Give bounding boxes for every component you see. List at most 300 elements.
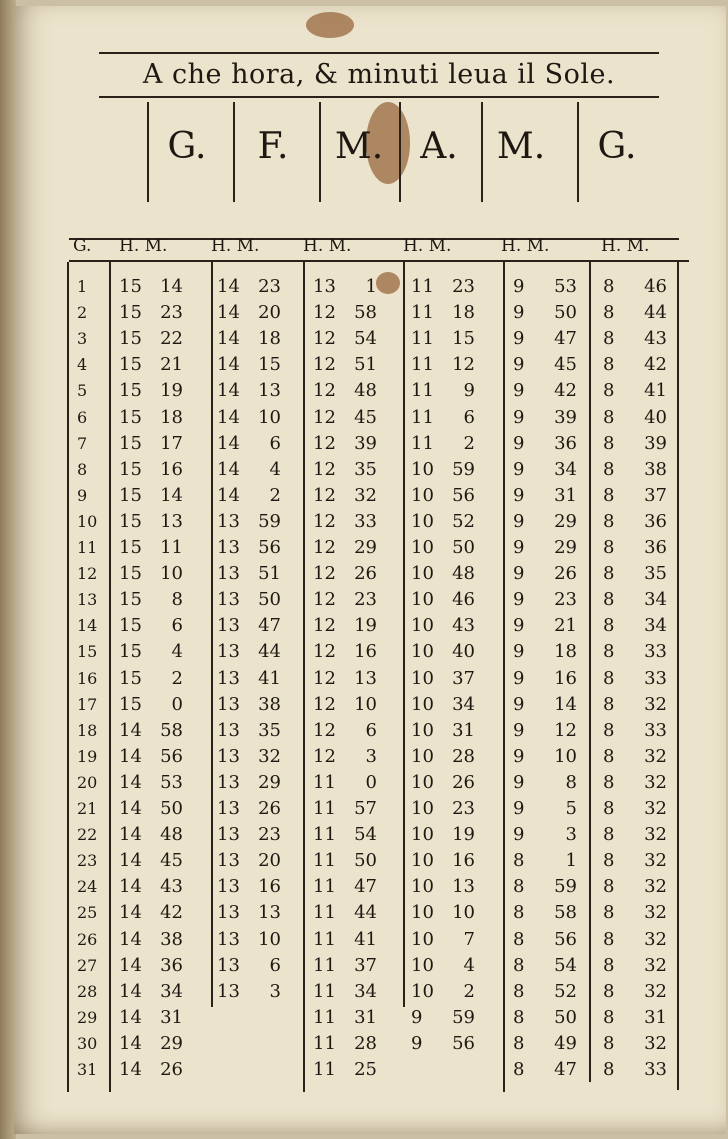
table-row xyxy=(69,561,689,587)
time-cell xyxy=(411,770,491,796)
time-cell xyxy=(313,744,393,770)
table-row xyxy=(69,666,689,692)
hour-value: 11 xyxy=(313,850,336,872)
minute-value: 56 xyxy=(452,484,475,506)
minute-value: 44 xyxy=(644,302,667,324)
hour-value: 8 xyxy=(603,432,615,454)
time-cell xyxy=(119,770,199,796)
time-cell xyxy=(411,587,491,613)
minute-value: 34 xyxy=(354,980,377,1002)
hour-value: 8 xyxy=(513,1059,525,1080)
hour-value: 14 xyxy=(119,1032,142,1054)
minute-value: 31 xyxy=(354,1006,377,1028)
time-cell xyxy=(217,1031,297,1057)
time-cell xyxy=(313,483,393,509)
minute-value: 47 xyxy=(554,1059,577,1080)
time-cell xyxy=(313,639,393,665)
time-cell xyxy=(119,874,199,900)
hour-value: 10 xyxy=(411,719,434,741)
time-cell xyxy=(411,953,491,979)
hour-value: 9 xyxy=(411,1006,423,1028)
time-cell xyxy=(603,352,683,378)
minute-value: 2 xyxy=(269,484,281,506)
hour-value: 10 xyxy=(411,850,434,872)
minute-value: 32 xyxy=(644,1032,667,1054)
day-number: 4 xyxy=(77,355,88,375)
day-number: 30 xyxy=(77,1033,98,1053)
time-cell xyxy=(119,666,199,692)
hour-value: 9 xyxy=(513,745,525,767)
time-cell xyxy=(513,326,593,352)
time-cell xyxy=(313,953,393,979)
time-cell xyxy=(411,1005,491,1031)
minute-value: 14 xyxy=(160,276,183,297)
time-cell xyxy=(217,1005,297,1031)
day-number: 22 xyxy=(77,825,98,845)
hour-value: 8 xyxy=(513,980,525,1002)
time-cell xyxy=(411,509,491,535)
day-number: 8 xyxy=(77,459,88,479)
time-cell xyxy=(313,352,393,378)
time-cell xyxy=(313,979,393,1005)
stain xyxy=(306,12,354,38)
time-cell xyxy=(513,1031,593,1057)
time-cell xyxy=(513,378,593,404)
time-cell xyxy=(603,457,683,483)
time-cell xyxy=(313,1005,393,1031)
time-cell xyxy=(217,1057,297,1083)
time-cell xyxy=(513,718,593,744)
time-cell xyxy=(313,509,393,535)
time-cell xyxy=(313,300,393,326)
time-cell xyxy=(313,274,393,300)
table-row xyxy=(69,1005,689,1031)
time-cell xyxy=(513,405,593,431)
time-cell xyxy=(411,431,491,457)
hour-value: 14 xyxy=(119,902,142,924)
minute-value: 16 xyxy=(258,876,281,898)
hour-value: 13 xyxy=(217,954,240,976)
table-row xyxy=(69,509,689,535)
time-cell xyxy=(411,613,491,639)
table-row xyxy=(69,300,689,326)
time-cell xyxy=(119,457,199,483)
hour-value: 10 xyxy=(411,876,434,898)
minute-value: 20 xyxy=(258,302,281,324)
minute-value: 32 xyxy=(644,980,667,1002)
minute-value: 36 xyxy=(644,510,667,532)
minute-value: 15 xyxy=(452,328,475,350)
time-cell xyxy=(313,900,393,926)
time-cell xyxy=(513,274,593,300)
hour-value: 8 xyxy=(603,954,615,976)
column-header: H. M. xyxy=(501,236,550,256)
hour-value: 12 xyxy=(313,380,336,402)
day-number: 17 xyxy=(77,694,98,714)
minute-value: 31 xyxy=(554,484,577,506)
hour-value: 14 xyxy=(217,354,240,376)
time-cell xyxy=(411,535,491,561)
hour-value: 13 xyxy=(217,824,240,846)
hour-value: 8 xyxy=(603,719,615,741)
time-cell xyxy=(313,666,393,692)
time-cell xyxy=(411,1031,491,1057)
time-cell xyxy=(119,822,199,848)
minute-value: 40 xyxy=(452,641,475,663)
hour-value: 9 xyxy=(513,458,525,480)
minute-value: 9 xyxy=(463,380,475,402)
time-cell xyxy=(313,535,393,561)
minute-value: 44 xyxy=(258,641,281,663)
minute-value: 31 xyxy=(452,719,475,741)
time-cell xyxy=(513,953,593,979)
hour-value: 9 xyxy=(513,798,525,819)
minute-value: 50 xyxy=(258,589,281,611)
minute-value: 33 xyxy=(644,1059,667,1080)
hour-value: 13 xyxy=(313,276,336,297)
day-column-header: G. xyxy=(73,236,92,256)
time-cell xyxy=(411,561,491,587)
hour-value: 12 xyxy=(313,510,336,532)
time-cell xyxy=(513,796,593,822)
hour-value: 10 xyxy=(411,563,434,585)
hour-value: 9 xyxy=(513,693,525,715)
hour-value: 9 xyxy=(513,641,525,663)
hour-value: 8 xyxy=(603,276,615,297)
hour-value: 8 xyxy=(603,1006,615,1028)
table-row xyxy=(69,587,689,613)
minute-value: 6 xyxy=(269,432,281,454)
minute-value: 10 xyxy=(554,745,577,767)
hour-value: 11 xyxy=(411,354,434,376)
time-cell xyxy=(313,457,393,483)
minute-value: 34 xyxy=(644,589,667,611)
day-number: 26 xyxy=(77,929,98,949)
minute-value: 19 xyxy=(354,615,377,637)
minute-value: 36 xyxy=(554,432,577,454)
time-cell xyxy=(513,874,593,900)
time-cell xyxy=(603,1057,683,1083)
hour-value: 12 xyxy=(313,432,336,454)
minute-value: 43 xyxy=(644,328,667,350)
column-header: H. M. xyxy=(119,236,168,256)
minute-value: 45 xyxy=(160,850,183,872)
minute-value: 1 xyxy=(565,850,577,872)
hour-value: 12 xyxy=(313,484,336,506)
day-number: 28 xyxy=(77,981,98,1001)
time-cell xyxy=(217,666,297,692)
minute-value: 32 xyxy=(258,745,281,767)
minute-value: 42 xyxy=(160,902,183,924)
hour-value: 8 xyxy=(603,641,615,663)
hour-value: 8 xyxy=(603,510,615,532)
time-cell xyxy=(603,796,683,822)
hour-value: 11 xyxy=(313,824,336,846)
time-cell xyxy=(217,953,297,979)
minute-value: 23 xyxy=(452,276,475,297)
hour-value: 8 xyxy=(603,484,615,506)
time-cell xyxy=(603,692,683,718)
minute-value: 39 xyxy=(644,432,667,454)
minute-value: 50 xyxy=(354,850,377,872)
minute-value: 48 xyxy=(354,380,377,402)
minute-value: 35 xyxy=(644,563,667,585)
table-row xyxy=(69,848,689,874)
hour-value: 8 xyxy=(603,928,615,950)
hour-value: 13 xyxy=(217,850,240,872)
minute-value: 31 xyxy=(160,1006,183,1028)
time-cell xyxy=(603,378,683,404)
minute-value: 50 xyxy=(452,537,475,558)
day-number: 24 xyxy=(77,877,98,897)
minute-value: 26 xyxy=(354,563,377,585)
time-cell xyxy=(411,900,491,926)
hour-value: 8 xyxy=(603,876,615,898)
hour-value: 11 xyxy=(411,276,434,297)
time-cell xyxy=(513,744,593,770)
time-cell xyxy=(411,848,491,874)
minute-value: 19 xyxy=(452,824,475,846)
minute-value: 13 xyxy=(258,380,281,402)
hour-value: 8 xyxy=(513,850,525,872)
minute-value: 58 xyxy=(554,902,577,924)
minute-value: 21 xyxy=(160,354,183,376)
time-cell xyxy=(217,796,297,822)
time-cell xyxy=(411,1057,491,1083)
hour-value: 8 xyxy=(603,302,615,324)
table-row xyxy=(69,274,689,300)
time-cell xyxy=(513,979,593,1005)
hour-value: 11 xyxy=(313,902,336,924)
table-row xyxy=(69,822,689,848)
minute-value: 35 xyxy=(258,719,281,741)
hour-value: 14 xyxy=(217,484,240,506)
minute-value: 1 xyxy=(365,276,377,297)
time-cell xyxy=(313,613,393,639)
time-cell xyxy=(217,927,297,953)
hour-value: 10 xyxy=(411,798,434,819)
table-row xyxy=(69,796,689,822)
minute-value: 23 xyxy=(554,589,577,611)
time-cell xyxy=(119,378,199,404)
hour-value: 15 xyxy=(119,354,142,376)
hour-value: 10 xyxy=(411,537,434,558)
hour-value: 9 xyxy=(513,719,525,741)
hour-value: 9 xyxy=(513,380,525,402)
time-cell xyxy=(119,509,199,535)
minute-value: 23 xyxy=(258,276,281,297)
hour-value: 11 xyxy=(313,928,336,950)
minute-value: 12 xyxy=(452,354,475,376)
minute-value: 37 xyxy=(644,484,667,506)
minute-value: 46 xyxy=(452,589,475,611)
day-number: 21 xyxy=(77,799,98,818)
time-cell xyxy=(217,979,297,1005)
minute-value: 35 xyxy=(354,458,377,480)
hour-value: 9 xyxy=(513,537,525,558)
time-cell xyxy=(603,587,683,613)
hour-value: 15 xyxy=(119,615,142,637)
time-cell xyxy=(603,639,683,665)
hour-value: 15 xyxy=(119,406,142,428)
time-cell xyxy=(513,822,593,848)
minute-value: 41 xyxy=(258,667,281,689)
time-cell xyxy=(513,300,593,326)
minute-value: 36 xyxy=(160,954,183,976)
hour-value: 8 xyxy=(513,928,525,950)
time-cell xyxy=(513,352,593,378)
hour-value: 9 xyxy=(513,328,525,350)
hour-value: 15 xyxy=(119,328,142,350)
hour-value: 8 xyxy=(603,615,615,637)
minute-value: 56 xyxy=(554,928,577,950)
hour-value: 9 xyxy=(513,302,525,324)
time-cell xyxy=(217,848,297,874)
minute-value: 59 xyxy=(258,510,281,532)
time-cell xyxy=(119,979,199,1005)
time-cell xyxy=(313,587,393,613)
table-row xyxy=(69,405,689,431)
minute-value: 23 xyxy=(452,798,475,819)
minute-value: 2 xyxy=(463,432,475,454)
time-cell xyxy=(313,796,393,822)
hour-value: 14 xyxy=(217,432,240,454)
time-cell xyxy=(217,613,297,639)
minute-value: 51 xyxy=(354,354,377,376)
hour-value: 10 xyxy=(411,458,434,480)
time-cell xyxy=(217,587,297,613)
time-cell xyxy=(513,770,593,796)
hour-value: 14 xyxy=(119,1059,142,1080)
hour-value: 13 xyxy=(217,980,240,1002)
minute-value: 14 xyxy=(554,693,577,715)
hour-value: 8 xyxy=(603,771,615,793)
hour-value: 15 xyxy=(119,276,142,297)
hour-value: 10 xyxy=(411,954,434,976)
minute-value: 15 xyxy=(258,354,281,376)
time-cell xyxy=(603,770,683,796)
minute-value: 18 xyxy=(452,302,475,324)
hour-value: 10 xyxy=(411,484,434,506)
time-cell xyxy=(217,483,297,509)
time-cell xyxy=(119,718,199,744)
time-cell xyxy=(411,718,491,744)
hour-value: 8 xyxy=(603,902,615,924)
time-cell xyxy=(119,405,199,431)
time-cell xyxy=(411,979,491,1005)
column-header: H. M. xyxy=(303,236,352,256)
hour-value: 8 xyxy=(603,1032,615,1054)
time-cell xyxy=(313,770,393,796)
hour-value: 13 xyxy=(217,771,240,793)
hour-value: 11 xyxy=(313,980,336,1002)
hour-value: 13 xyxy=(217,537,240,558)
table-row xyxy=(69,692,689,718)
minute-value: 59 xyxy=(452,1006,475,1028)
month-label: F. xyxy=(233,102,311,202)
day-number: 14 xyxy=(77,616,98,636)
hour-value: 11 xyxy=(411,432,434,454)
time-cell xyxy=(217,561,297,587)
hour-value: 10 xyxy=(411,510,434,532)
minute-value: 32 xyxy=(644,928,667,950)
hour-value: 10 xyxy=(411,641,434,663)
table-row xyxy=(69,874,689,900)
minute-value: 32 xyxy=(644,798,667,819)
hour-value: 13 xyxy=(217,589,240,611)
minute-value: 47 xyxy=(554,328,577,350)
hour-value: 15 xyxy=(119,641,142,663)
time-cell xyxy=(119,1057,199,1083)
minute-value: 50 xyxy=(160,798,183,819)
hour-value: 13 xyxy=(217,563,240,585)
minute-value: 36 xyxy=(644,537,667,558)
minute-value: 13 xyxy=(354,667,377,689)
table-row xyxy=(69,352,689,378)
hour-value: 8 xyxy=(603,563,615,585)
time-cell xyxy=(513,535,593,561)
minute-value: 38 xyxy=(160,928,183,950)
time-cell xyxy=(411,822,491,848)
time-cell xyxy=(119,927,199,953)
hour-value: 15 xyxy=(119,484,142,506)
column-header: H. M. xyxy=(211,236,260,256)
minute-value: 34 xyxy=(644,615,667,637)
hour-value: 14 xyxy=(217,276,240,297)
minute-value: 40 xyxy=(644,406,667,428)
hour-value: 11 xyxy=(313,876,336,898)
table-row xyxy=(69,1057,689,1083)
time-cell xyxy=(603,274,683,300)
hour-value: 9 xyxy=(513,589,525,611)
hour-value: 12 xyxy=(313,328,336,350)
hour-value: 9 xyxy=(513,276,525,297)
table-row xyxy=(69,535,689,561)
minute-value: 11 xyxy=(160,537,183,558)
hour-value: 14 xyxy=(217,380,240,402)
time-cell xyxy=(119,796,199,822)
day-number: 10 xyxy=(77,511,98,531)
minute-value: 32 xyxy=(644,902,667,924)
hour-value: 15 xyxy=(119,563,142,585)
time-cell xyxy=(603,509,683,535)
minute-value: 13 xyxy=(452,876,475,898)
minute-value: 16 xyxy=(452,850,475,872)
time-cell xyxy=(313,561,393,587)
month-label: G. xyxy=(147,102,225,202)
hour-value: 14 xyxy=(217,458,240,480)
day-number: 12 xyxy=(77,564,98,584)
month-label: M. xyxy=(481,102,559,202)
hour-value: 14 xyxy=(119,745,142,767)
hour-value: 9 xyxy=(513,484,525,506)
hour-value: 11 xyxy=(313,1059,336,1080)
hour-value: 9 xyxy=(513,824,525,846)
time-cell xyxy=(313,405,393,431)
hour-value: 15 xyxy=(119,693,142,715)
minute-value: 32 xyxy=(644,824,667,846)
hour-value: 8 xyxy=(513,876,525,898)
time-cell xyxy=(513,1057,593,1083)
hour-value: 13 xyxy=(217,745,240,767)
hour-value: 15 xyxy=(119,667,142,689)
time-cell xyxy=(119,1005,199,1031)
minute-value: 48 xyxy=(160,824,183,846)
minute-value: 51 xyxy=(258,563,281,585)
minute-value: 0 xyxy=(365,771,377,793)
minute-value: 12 xyxy=(554,719,577,741)
time-cell xyxy=(513,483,593,509)
